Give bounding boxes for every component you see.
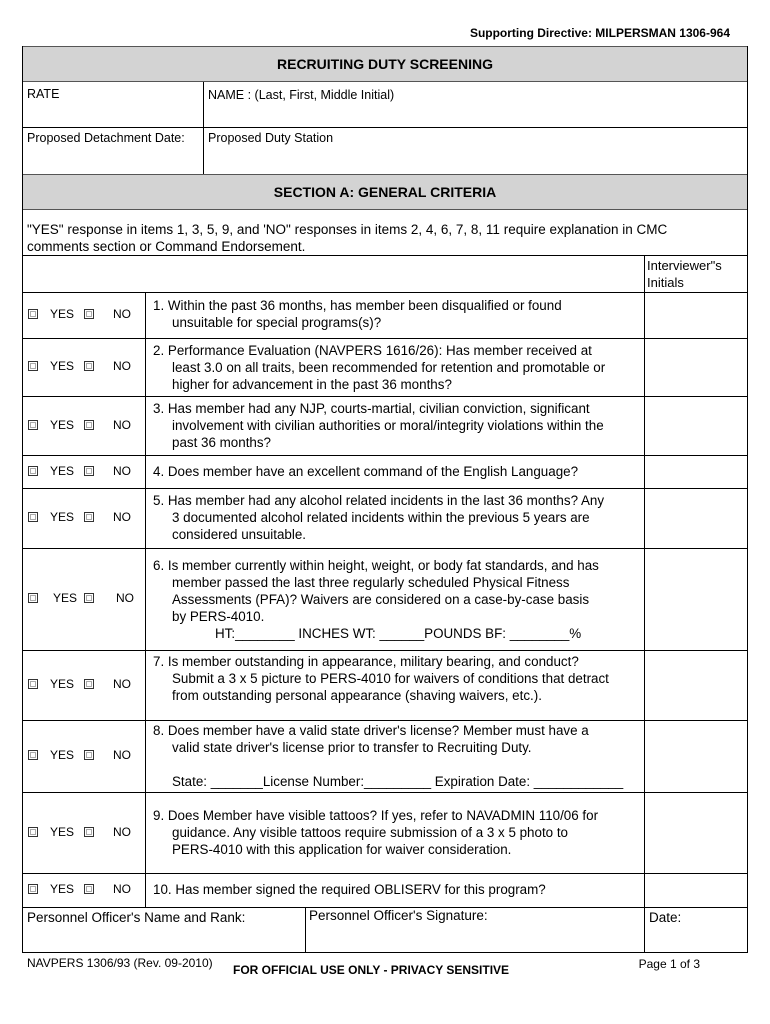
officer-signature-field[interactable] <box>306 926 643 952</box>
question-line: guidance. Any visible tattoos require submission of a 3 x 5 photo to <box>172 825 569 840</box>
initials-field-6[interactable] <box>645 549 746 650</box>
officer-signature-label: Personnel Officer's Signature: <box>309 908 488 923</box>
yes-checkbox-8[interactable] <box>28 750 38 760</box>
initials-field-7[interactable] <box>645 651 746 720</box>
instructions-line-1: "YES" response in items 1, 3, 5, 9, and 'NO" responses in items 2, 4, 6, 7, 8, 11 require explanation in CMC <box>27 222 668 237</box>
question-line: 3 documented alcohol related incidents within the previous 5 years are <box>172 510 590 525</box>
question-line: least 3.0 on all traits, been recommended for retention and promotable or <box>172 360 606 375</box>
name-field[interactable] <box>204 104 746 126</box>
no-label: NO <box>116 591 134 605</box>
question-fill-line-6[interactable]: HT:________ INCHES WT: ______POUNDS BF: ________% <box>215 626 582 641</box>
no-label: NO <box>113 510 131 524</box>
form-title: RECRUITING DUTY SCREENING <box>23 46 747 82</box>
question-line: higher for advancement in the past 36 months? <box>172 377 452 392</box>
question-line: Assessments (PFA)? Waivers are considered on a case-by-case basis <box>172 592 590 607</box>
detachment-date-field[interactable] <box>23 148 202 174</box>
no-checkbox-6[interactable] <box>84 593 94 603</box>
initials-header-line-2: Initials <box>647 275 684 290</box>
yes-label: YES <box>50 463 75 478</box>
no-label: NO <box>113 882 131 896</box>
yes-checkbox-9[interactable] <box>28 827 38 837</box>
question-text-1 <box>153 297 643 331</box>
no-label: NO <box>113 463 131 478</box>
initials-field-3[interactable] <box>645 397 746 455</box>
yes-checkbox-4[interactable] <box>28 466 38 476</box>
yes-checkbox-3[interactable] <box>28 420 38 430</box>
no-checkbox-3[interactable] <box>84 420 94 430</box>
question-fill-line-8[interactable]: State: _______License Number:_________ Expiration Date: ____________ <box>172 774 624 789</box>
instructions-line-2: comments section or Command Endorsement. <box>27 239 306 254</box>
no-checkbox-5[interactable] <box>84 512 94 522</box>
no-label: NO <box>113 677 131 691</box>
no-checkbox-7[interactable] <box>84 679 94 689</box>
initials-field-9[interactable] <box>645 793 746 873</box>
initials-field-2[interactable] <box>645 339 746 396</box>
section-a-title: SECTION A: GENERAL CRITERIA <box>23 174 747 210</box>
detachment-date-label: Proposed Detachment Date: <box>27 131 185 145</box>
initials-header <box>647 257 722 291</box>
question-line: 6. Is member currently within height, weight, or body fat standards, and has <box>153 558 599 573</box>
officer-name-field[interactable] <box>23 928 304 952</box>
question-line: involvement with civilian authorities or moral/integrity violations within the <box>172 418 604 433</box>
initials-field-4[interactable] <box>645 456 746 488</box>
no-checkbox-1[interactable] <box>84 309 94 319</box>
privacy-notice: FOR OFFICIAL USE ONLY - PRIVACY SENSITIVE <box>233 963 510 977</box>
yes-label: YES <box>50 882 75 896</box>
no-checkbox-8[interactable] <box>84 750 94 760</box>
question-line: 10. Has member signed the required OBLISERV for this program? <box>153 882 546 897</box>
yes-label: YES <box>50 824 75 839</box>
initials-field-1[interactable] <box>645 293 746 338</box>
duty-station-label: Proposed Duty Station <box>208 131 334 145</box>
initials-field-8[interactable] <box>645 721 746 792</box>
initials-header-line-1: Interviewer"s <box>647 258 722 273</box>
question-line: 2. Performance Evaluation (NAVPERS 1616/26): Has member received at <box>153 343 592 358</box>
question-text-10 <box>153 881 643 898</box>
no-checkbox-9[interactable] <box>84 827 94 837</box>
question-line: 4. Does member have an excellent command of the English Language? <box>153 464 579 479</box>
question-line: considered unsuitable. <box>172 527 306 542</box>
duty-station-field[interactable] <box>204 148 746 174</box>
yes-checkbox-7[interactable] <box>28 679 38 689</box>
page-number: Page 1 of 3 <box>638 957 700 971</box>
yes-label: YES <box>50 748 75 762</box>
no-label: NO <box>113 417 131 432</box>
yes-label: YES <box>50 307 75 321</box>
question-line: PERS-4010 with this application for waiver consideration. <box>172 842 512 857</box>
name-label: NAME : (Last, First, Middle Initial) <box>208 88 395 102</box>
yes-label: YES <box>50 677 75 691</box>
initials-field-5[interactable] <box>645 489 746 548</box>
question-line: from outstanding personal appearance (shaving waivers, etc.). <box>172 688 542 703</box>
initials-field-10[interactable] <box>645 874 746 907</box>
question-text-8 <box>153 722 643 756</box>
no-checkbox-4[interactable] <box>84 466 94 476</box>
question-line: 5. Has member had any alcohol related incidents in the last 36 months? Any <box>153 493 605 508</box>
question-line: Submit a 3 x 5 picture to PERS-4010 for waivers of conditions that detract <box>172 671 609 686</box>
question-line: unsuitable for special programs(s)? <box>172 315 382 330</box>
date-field[interactable] <box>645 928 746 952</box>
rate-field[interactable] <box>23 102 202 126</box>
rate-label: RATE <box>27 87 60 101</box>
question-text-2 <box>153 342 643 393</box>
question-line: by PERS-4010. <box>172 609 265 624</box>
question-line: 7. Is member outstanding in appearance, military bearing, and conduct? <box>153 654 579 669</box>
question-text-3 <box>153 400 643 451</box>
no-label: NO <box>113 307 131 321</box>
supporting-directive: Supporting Directive: MILPERSMAN 1306-964 <box>469 26 730 40</box>
officer-name-label: Personnel Officer's Name and Rank: <box>27 910 246 925</box>
yes-checkbox-1[interactable] <box>28 309 38 319</box>
instructions <box>27 221 667 255</box>
date-label: Date: <box>649 910 682 925</box>
yes-checkbox-6[interactable] <box>28 593 38 603</box>
no-label: NO <box>113 824 131 839</box>
no-label: NO <box>113 359 131 373</box>
yes-label: YES <box>50 510 75 524</box>
question-text-6 <box>153 557 643 625</box>
question-line: 3. Has member had any NJP, courts-martial, civilian conviction, significant <box>153 401 590 416</box>
question-text-4 <box>153 463 643 480</box>
no-checkbox-10[interactable] <box>84 884 94 894</box>
yes-label: YES <box>50 417 75 432</box>
question-line: 9. Does Member have visible tattoos? If yes, refer to NAVADMIN 110/06 for <box>153 808 599 823</box>
question-line: 1. Within the past 36 months, has member been disqualified or found <box>153 298 562 313</box>
yes-checkbox-5[interactable] <box>28 512 38 522</box>
yes-label: YES <box>50 359 75 373</box>
yes-label: YES <box>53 591 78 605</box>
question-text-9 <box>153 807 643 858</box>
no-label: NO <box>113 748 131 762</box>
no-checkbox-2[interactable] <box>84 361 94 371</box>
question-line: valid state driver's license prior to transfer to Recruiting Duty. <box>172 740 532 755</box>
question-text-5 <box>153 492 643 543</box>
question-line: member passed the last three regularly scheduled Physical Fitness <box>172 575 570 590</box>
question-text-7 <box>153 653 643 704</box>
question-line: past 36 months? <box>172 435 272 450</box>
form-number: NAVPERS 1306/93 (Rev. 09-2010) <box>27 956 213 970</box>
yes-checkbox-2[interactable] <box>28 361 38 371</box>
yes-checkbox-10[interactable] <box>28 884 38 894</box>
question-line: 8. Does member have a valid state driver's license? Member must have a <box>153 723 589 738</box>
